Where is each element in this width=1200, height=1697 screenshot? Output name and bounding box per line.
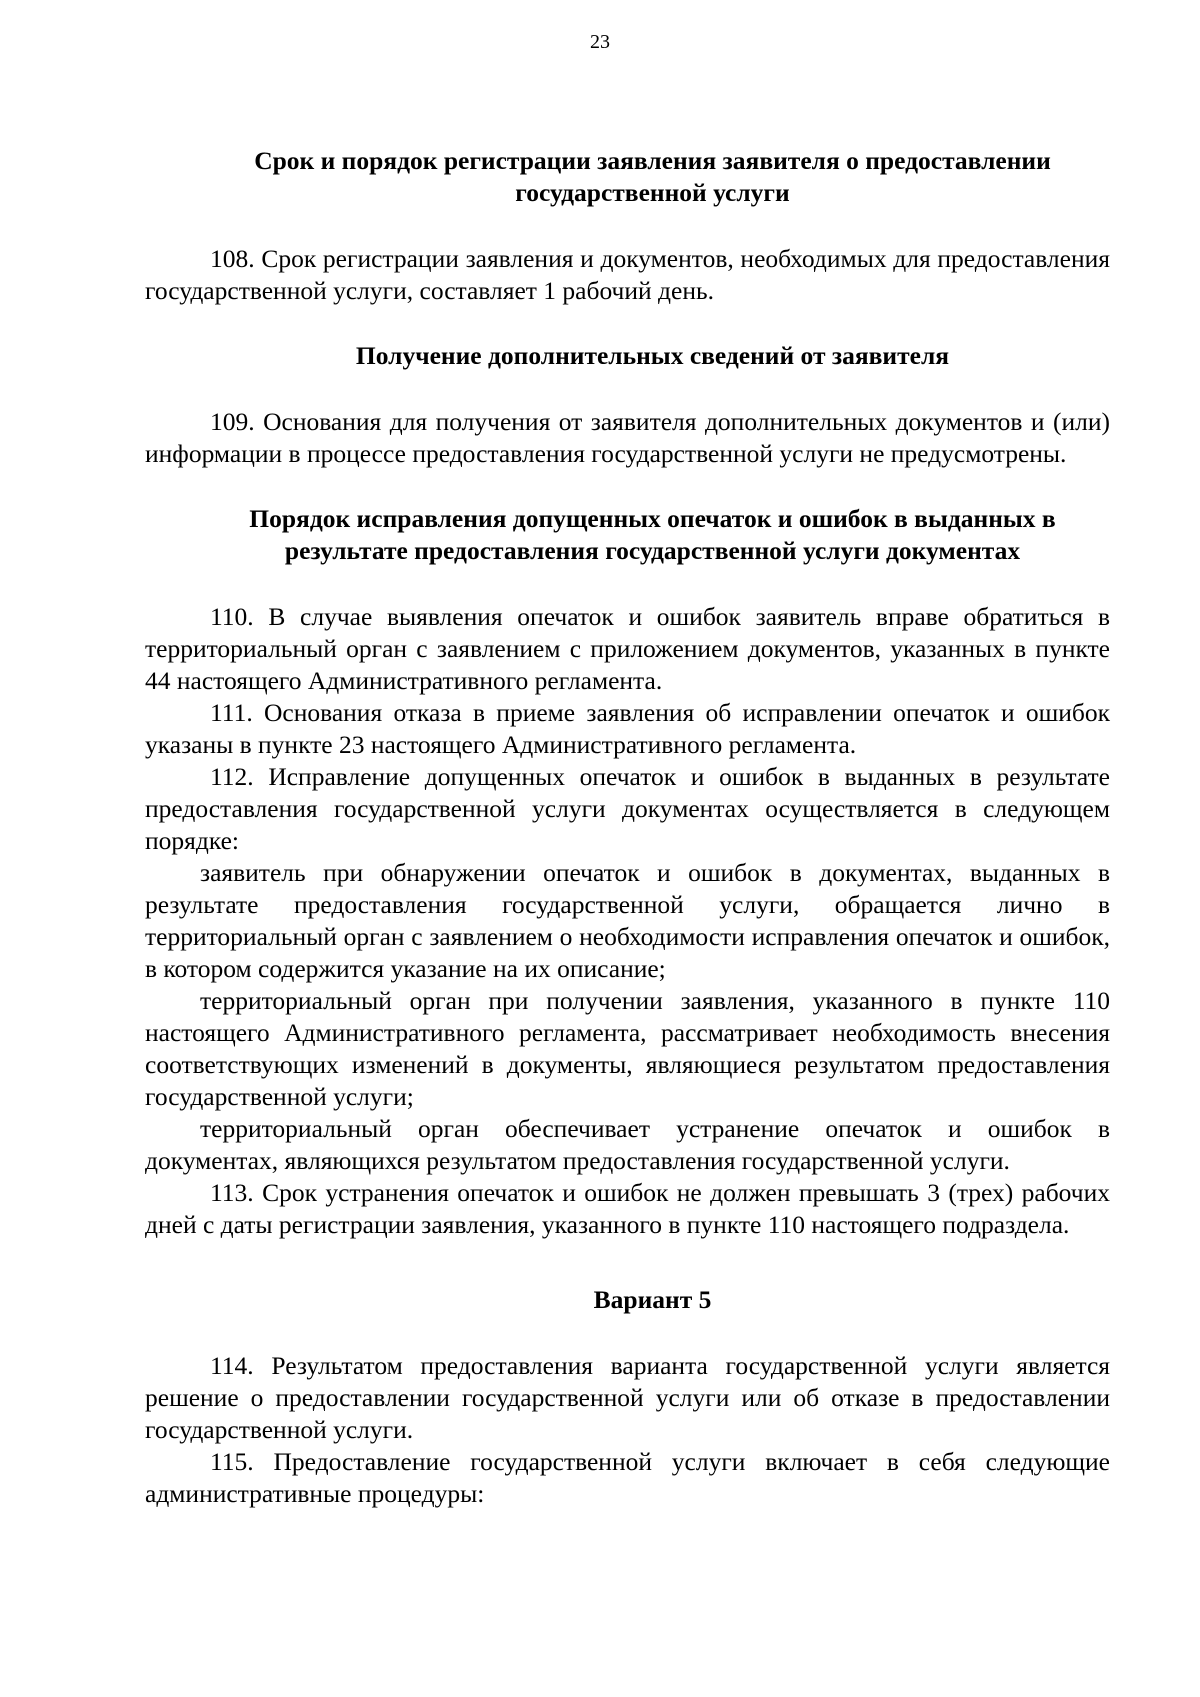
paragraph-112-item-a: заявитель при обнаружении опечаток и ошибок в документах, выданных в результате предоставления государственной услуги, обращается лично в территориальный орган с заявлением о необходимости исправления опечаток и ошибок, в котором содержится указание на их описание; xyxy=(145,858,1110,983)
paragraph-112: 112. Исправление допущенных опечаток и ошибок в выданных в результате предоставления государственной услуги документах осуществляется в следующем порядке: xyxy=(145,762,1110,855)
paragraph-115: 115. Предоставление государственной услуги включает в себя следующие административные процедуры: xyxy=(145,1447,1110,1508)
section-heading-additional-info: Получение дополнительных сведений от заявителя xyxy=(355,341,950,370)
paragraph-108: 108. Срок регистрации заявления и документов, необходимых для предоставления государственной услуги, составляет 1 рабочий день. xyxy=(145,244,1110,305)
variant-heading: Вариант 5 xyxy=(593,1285,712,1314)
paragraph-111: 111. Основания отказа в приеме заявления об исправлении опечаток и ошибок указаны в пункте 23 настоящего Административного регламента. xyxy=(145,698,1110,759)
document-body xyxy=(145,145,1110,1510)
section-heading-corrections: Порядок исправления допущенных опечаток и ошибок в выданных в результате предоставления государственной услуги документах xyxy=(249,504,1056,565)
paragraph-113: 113. Срок устранения опечаток и ошибок не должен превышать 3 (трех) рабочих дней с даты регистрации заявления, указанного в пункте 110 настоящего подраздела. xyxy=(145,1178,1110,1239)
paragraph-109: 109. Основания для получения от заявителя дополнительных документов и (или) информации в процессе предоставления государственной услуги не предусмотрены. xyxy=(145,407,1110,468)
paragraph-110: 110. В случае выявления опечаток и ошибок заявитель вправе обратиться в территориальный орган с заявлением с приложением документов, указанных в пункте 44 настоящего Административного регламента. xyxy=(145,602,1110,695)
paragraph-114: 114. Результатом предоставления варианта государственной услуги является решение о предоставлении государственной услуги или об отказе в предоставлении государственной услуги. xyxy=(145,1351,1110,1444)
section-heading-registration: Срок и порядок регистрации заявления заявителя о предоставлении государственной услуги xyxy=(254,146,1051,207)
paragraph-112-item-c: территориальный орган обеспечивает устранение опечаток и ошибок в документах, являющихся результатом предоставления государственной услуги. xyxy=(145,1114,1110,1175)
page-number: 23 xyxy=(590,31,610,53)
paragraph-112-item-b: территориальный орган при получении заявления, указанного в пункте 110 настоящего Административного регламента, рассматривает необходимость внесения соответствующих изменений в документы, являющиеся результатом предоставления государственной услуги; xyxy=(145,986,1110,1111)
